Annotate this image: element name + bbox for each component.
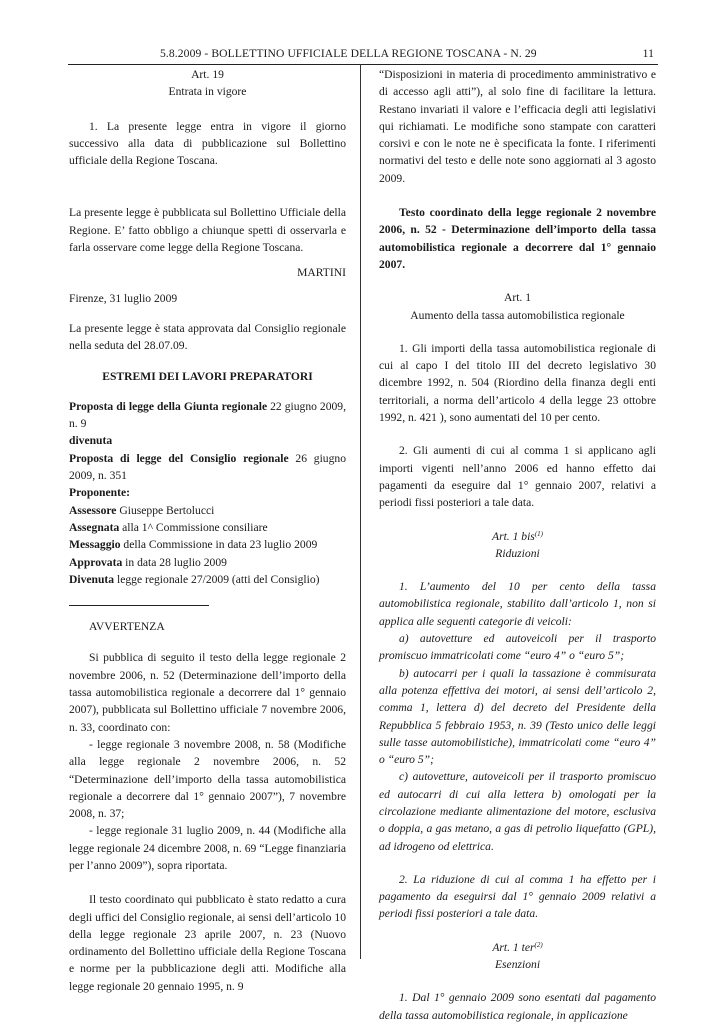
approval-paragraph: La presente legge è stata approvata dal Consiglio regionale nella seduta del 28.07.09. xyxy=(69,321,346,353)
extremes-assegnata: Assegnata alla 1^ Commissione consiliare xyxy=(69,520,268,534)
right-column xyxy=(379,66,656,1024)
page-number: 11 xyxy=(642,47,654,60)
extremes-proposta-giunta: Proposta di legge della Giunta regionale 22 giugno 2009, n. 9 xyxy=(69,399,346,431)
extremes-assessore: Assessore Giuseppe Bertolucci xyxy=(69,503,215,517)
art1bis-subtitle: Riduzioni xyxy=(495,546,540,560)
extremes-divenuta: divenuta xyxy=(69,434,113,448)
art1bis-comma-1: 1. L’aumento del 10 per cento della tassa automobilistica regionale, stabilito dall’articolo 1, non si applica alle seguenti categorie di veicoli: xyxy=(379,580,656,628)
avvertenza-title: AVVERTENZA xyxy=(89,620,165,634)
place-date: Firenze, 31 luglio 2009 xyxy=(69,291,178,305)
extremes-divenuta-legge: Divenuta legge regionale 27/2009 (atti del Consiglio) xyxy=(69,572,320,586)
extremes-title: ESTREMI DEI LAVORI PREPARATORI xyxy=(102,369,313,383)
extremes-proponente: Proponente: xyxy=(69,486,130,500)
left-column xyxy=(69,66,346,995)
coordinated-text-title: Testo coordinato della legge regionale 2 novembre 2006, n. 52 - Determinazione dell’importo della tassa automobilistica regionale a decorrere dal 1° gennaio 2007. xyxy=(379,206,656,271)
art1ter-comma-1: 1. Dal 1° gennaio 2009 sono esentati dal pagamento della tassa automobilistica regionale, in applicazione xyxy=(379,991,656,1022)
extremes-block xyxy=(69,398,346,588)
extremes-approvata: Approvata in data 28 luglio 2009 xyxy=(69,555,227,569)
footnote-ref: (2) xyxy=(534,940,543,949)
avvertenza-list-item: - legge regionale 3 novembre 2008, n. 58 (Modifiche alla legge regionale 2 novembre 2006, n. 52 “Determinazione dell’importo della tassa automobilistica regionale a decorrere dal 1° gennaio 2007”), 7 novembre 2008, n. 37; xyxy=(69,737,346,821)
art1bis-letter-c: c) autovetture, autoveicoli per il trasporto promiscuo ed autocarri di cui alla lettera b) omologati per la circolazione mediante alimentazione del motore, esclusiva o doppia, a gas metano, a gas di petrolio liquefatto (GPL), ad idrogeno od elettrica. xyxy=(379,770,656,853)
art19-title: Art. 19 xyxy=(191,68,224,81)
art1-comma-2: 2. Gli aumenti di cui al comma 1 si applicano agli importi vigenti nell’anno 2006 ed hanno effetto dai pagamenti da eseguire dal 1° gennaio 2007, relativi a periodi fissi posteriori a tale data. xyxy=(379,444,656,510)
art19-paragraph: 1. La presente legge entra in vigore il giorno successivo alla data di pubblicazione sul Bollettino ufficiale della Regione Toscana. xyxy=(69,119,346,168)
art19-subtitle: Entrata in vigore xyxy=(168,85,247,99)
footnote-ref: (1) xyxy=(534,529,543,538)
running-header: 5.8.2009 - BOLLETTINO UFFICIALE DELLA REGIONE TOSCANA - N. 29 xyxy=(160,47,537,60)
avvertenza-paragraph: Il testo coordinato qui pubblicato è stato redatto a cura degli uffici del Consiglio regionale, ai sensi dell’articolo 10 della legge regionale 23 aprile 2007, n. 23 (Nuovo ordinamento del Bollettino ufficiale della Regione Toscana e norme per la pubblicazione degli atti. Modifiche alla legge regionale 20 gennaio 1995, n. 9 xyxy=(69,893,346,993)
art1-comma-1: 1. Gli importi della tassa automobilistica regionale di cui al capo I del titolo III del decreto legislativo 30 dicembre 1992, n. 504 (Riordino della finanza degli enti territoriali, a norma dell’articolo 4 della legge 23 ottobre 1992, n. 421 ), sono aumentati del 10 per cento. xyxy=(379,341,656,425)
art1ter-subtitle: Esenzioni xyxy=(494,958,541,972)
art1-subtitle: Aumento della tassa automobilistica regionale xyxy=(410,308,625,322)
art1ter-title: Art. 1 ter$^{(2)}$ xyxy=(492,940,543,954)
art1bis-title: Art. 1 bis$^{(1)}$ xyxy=(491,529,543,543)
art1bis-letter-a: a) autovetture ed autoveicoli per il trasporto promiscuo immatricolati come “euro 4” o “euro 5”; xyxy=(379,632,656,663)
art1bis-comma-2: 2. La riduzione di cui al comma 1 ha effetto per i pagamento da eseguirsi dal 1° gennaio 2009 relativi a periodi fissi posteriori a tale data. xyxy=(379,872,656,921)
publication-paragraph: La presente legge è pubblicata sul Bollettino Ufficiale della Regione. E’ fatto obbligo a chiunque spetti di osservarla e farla osservare come legge della Regione Toscana. xyxy=(69,206,346,255)
art1-title: Art. 1 xyxy=(503,291,532,305)
avvertenza-paragraph: Si pubblica di seguito il testo della legge regionale 2 novembre 2006, n. 52 (Determinazione dell’importo della tassa automobilistica regionale a decorrere dal 1° gennaio 2007), pubblicata sul Bollettino ufficiale 7 novembre 2006, n. 33, coordinato con: xyxy=(69,651,346,734)
art1bis-letter-b: b) autocarri per i quali la tassazione è commisurata alla potenza effettiva dei motori, ai sensi dell’articolo 2, comma 1, lettera d) del decreto del Presidente della Repubblica 5 febbraio 1953, n. 39 (Testo unico delle leggi sulle tasse automobilistiche), immatricolati come “euro 4” o “euro 5”; xyxy=(379,666,656,767)
avvertenza-list-item: - legge regionale 31 luglio 2009, n. 44 (Modifiche alla legge regionale 24 dicembre 2008, n. 69 “Legge finanziaria per l’anno 2009”), sopra riportata. xyxy=(69,824,346,872)
extremes-messaggio: Messaggio della Commissione in data 23 luglio 2009 xyxy=(69,538,318,552)
page-header xyxy=(68,46,658,65)
extremes-proposta-consiglio: Proposta di legge del Consiglio regionale 26 giugno 2009, n. 351 xyxy=(69,451,346,483)
signature: MARTINI xyxy=(297,266,346,280)
section-separator xyxy=(69,605,209,606)
continuation-paragraph: “Disposizioni in materia di procedimento amministrativo e di accesso agli atti”), al solo fine di facilitare la lettura. Restano invariati il valore e l’efficacia degli atti legislativi qui richiamati. Le modifiche sono stampate con caratteri corsivi e con le note ne è specificata la fonte. I riferimenti normativi del testo e delle note sono aggiornati al 3 agosto 2009. xyxy=(379,68,656,185)
column-divider xyxy=(360,64,361,959)
